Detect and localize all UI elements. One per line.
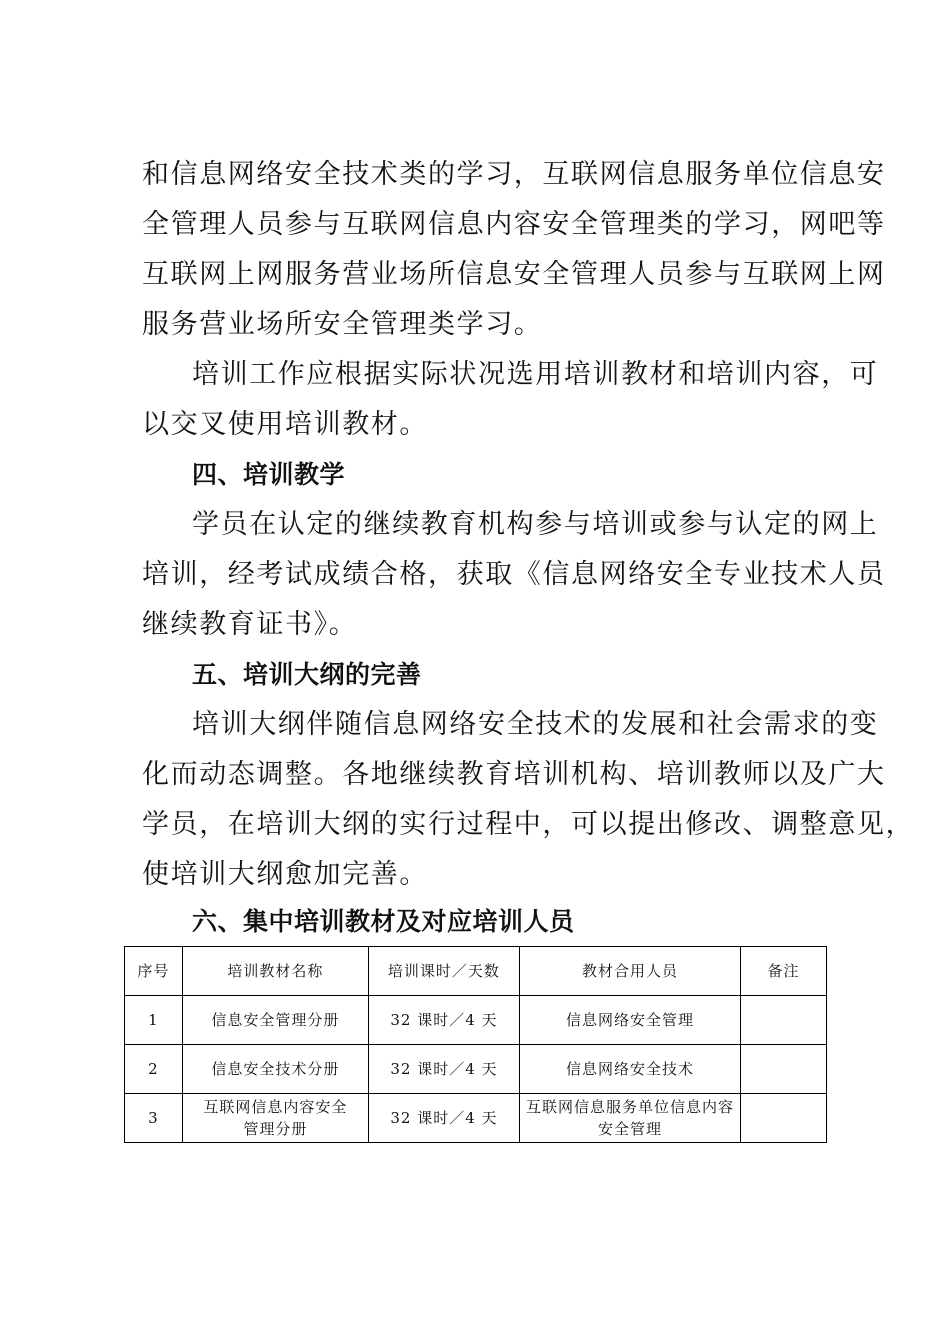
paragraph-line: 培训，经考试成绩合格，获取《信息网络安全专业技术人员 [142,559,886,590]
section-heading-6: 六、集中培训教材及对应培训人员 [192,907,575,936]
cell-text: 信息网络安全管理 [565,1011,694,1029]
header-cell-name: 培训教材名称 [182,947,368,996]
cell-hours: 32 课时／4 天 [368,996,519,1045]
cell-note [740,996,826,1045]
paragraph-line: 继续教育证书》。 [142,609,358,640]
section-heading-4: 四、培训教学 [192,460,346,489]
paragraph-line: 使培训大纲愈加完善。 [142,859,428,890]
header-cell-no: 序号 [125,947,183,996]
cell-note [740,1045,826,1094]
cell-name [182,1094,368,1143]
cell-no: 3 [125,1094,183,1143]
cell-text: 管理分册 [243,1120,308,1138]
paragraph-line: 服务营业场所安全管理类学习。 [142,309,543,340]
cell-no: 1 [125,996,183,1045]
cell-name [182,996,368,1045]
paragraph-line: 和信息网络安全技术类的学习，互联网信息服务单位信息安 [142,159,886,190]
paragraph-line: 学员，在培训大纲的实行过程中，可以提出修改、调整意见， [142,809,915,840]
paragraph-line: 培训工作应根据实际状况选用培训教材和培训内容，可 [192,359,879,390]
paragraph-line: 互联网上网服务营业场所信息安全管理人员参与互联网上网 [142,259,886,290]
cell-people [520,1045,741,1094]
cell-hours: 32 课时／4 天 [368,1094,519,1143]
header-cell-people: 教材合用人员 [520,947,741,996]
cell-text: 安全管理 [597,1120,662,1138]
table-header-row [125,947,827,996]
cell-text: 信息网络安全技术 [565,1060,694,1078]
header-cell-note: 备注 [740,947,826,996]
header-cell-hours: 培训课时／天数 [368,947,519,996]
paragraph-line: 全管理人员参与互联网信息内容安全管理类的学习，网吧等 [142,209,886,240]
cell-people [520,1094,741,1143]
table-row [125,996,827,1045]
paragraph-line: 学员在认定的继续教育机构参与培训或参与认定的网上 [192,509,879,540]
paragraph-line: 化而动态调整。各地继续教育培训机构、培训教师以及广大 [142,759,886,790]
paragraph-line: 培训大纲伴随信息网络安全技术的发展和社会需求的变 [192,709,879,740]
cell-text: 互联网信息服务单位信息内容 [525,1098,734,1116]
section-heading-5: 五、培训大纲的完善 [192,660,422,689]
training-materials-table [124,946,827,1143]
paragraph-line: 以交叉使用培训教材。 [142,409,428,440]
table-row [125,1094,827,1143]
cell-text: 互联网信息内容安全 [203,1098,348,1116]
cell-text: 信息安全技术分册 [211,1060,340,1078]
table-row [125,1045,827,1094]
cell-hours: 32 课时／4 天 [368,1045,519,1094]
cell-no: 2 [125,1045,183,1094]
cell-name [182,1045,368,1094]
cell-note [740,1094,826,1143]
cell-text: 信息安全管理分册 [211,1011,340,1029]
cell-people [520,996,741,1045]
